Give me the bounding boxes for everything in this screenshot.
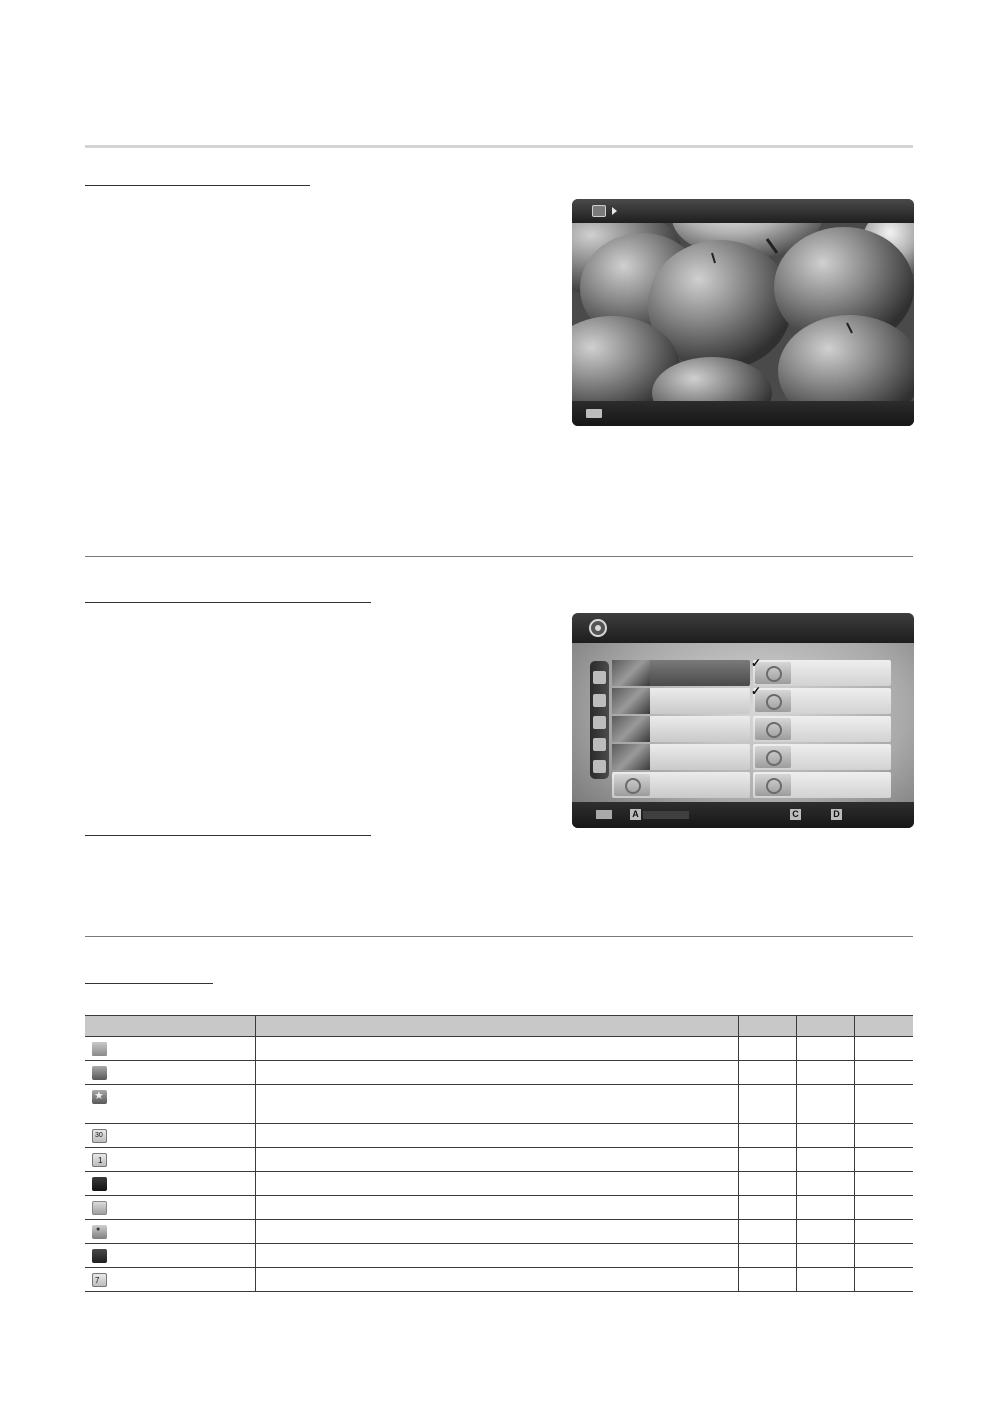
table-header-cell bbox=[796, 1016, 854, 1037]
sort-view-rail[interactable] bbox=[590, 661, 609, 779]
section-heading-underline bbox=[85, 835, 371, 836]
video-list-screenshot bbox=[572, 613, 914, 828]
apples-photo bbox=[572, 223, 914, 401]
key-a-label-area bbox=[643, 811, 689, 819]
video-thumbnail bbox=[612, 688, 650, 714]
list-item[interactable] bbox=[612, 688, 750, 714]
list-item[interactable] bbox=[612, 744, 750, 770]
section-heading-underline bbox=[85, 185, 310, 186]
apples-illustration bbox=[572, 223, 914, 401]
table-header-cell bbox=[255, 1016, 738, 1037]
table-header-cell bbox=[738, 1016, 796, 1037]
key-a-button[interactable]: A bbox=[630, 809, 641, 820]
key-d-button[interactable]: D bbox=[831, 809, 842, 820]
calendar-1-icon bbox=[92, 1153, 107, 1167]
sort-options-table bbox=[85, 1015, 913, 1292]
section-heading-underline bbox=[85, 983, 213, 984]
star-icon bbox=[92, 1090, 107, 1104]
key-c-button[interactable]: C bbox=[790, 809, 801, 820]
film-reel-icon bbox=[755, 774, 791, 796]
section-divider bbox=[85, 936, 913, 937]
video-list-footer bbox=[572, 802, 914, 828]
photo-player-header bbox=[572, 199, 914, 223]
list-item[interactable] bbox=[751, 656, 891, 686]
photo-player-screenshot bbox=[572, 199, 914, 426]
grid-icon[interactable] bbox=[593, 694, 606, 707]
folder-open-icon bbox=[92, 1066, 107, 1080]
list-item[interactable] bbox=[753, 716, 891, 742]
table-row bbox=[85, 1172, 913, 1196]
video-mode-icon bbox=[589, 619, 607, 637]
film-reel-icon bbox=[755, 718, 791, 740]
music-note-icon bbox=[92, 1201, 107, 1215]
star-icon[interactable] bbox=[593, 760, 606, 773]
photo-player-footer bbox=[572, 401, 914, 426]
section-heading-underline bbox=[85, 602, 371, 603]
table-row bbox=[85, 1085, 913, 1124]
video-thumbnail bbox=[612, 716, 650, 742]
section-divider bbox=[85, 556, 913, 557]
table-row bbox=[85, 1244, 913, 1268]
tag-icon bbox=[92, 1225, 107, 1239]
video-list-header bbox=[572, 613, 914, 643]
remote-icon bbox=[586, 409, 602, 418]
list-item[interactable] bbox=[612, 660, 750, 686]
film-reel-icon bbox=[755, 746, 791, 768]
person-icon bbox=[92, 1177, 107, 1191]
table-row bbox=[85, 1196, 913, 1220]
table-row bbox=[85, 1220, 913, 1244]
table-row bbox=[85, 1037, 913, 1061]
table-header-row bbox=[85, 1016, 913, 1037]
table-row bbox=[85, 1268, 913, 1292]
play-icon bbox=[612, 207, 617, 215]
calendar-1-icon[interactable] bbox=[593, 738, 606, 751]
check-icon: ✓ bbox=[751, 656, 762, 670]
video-thumbnail bbox=[612, 660, 650, 686]
device-icon bbox=[92, 1249, 107, 1263]
calendar-7-icon bbox=[92, 1273, 107, 1287]
list-item[interactable] bbox=[751, 684, 891, 714]
list-item[interactable] bbox=[612, 716, 750, 742]
remote-icon bbox=[596, 810, 612, 819]
film-reel-icon bbox=[614, 774, 650, 796]
calendar-30-icon bbox=[92, 1129, 107, 1143]
table-row bbox=[85, 1061, 913, 1085]
calendar-30-icon[interactable] bbox=[593, 716, 606, 729]
video-thumbnail bbox=[612, 744, 650, 770]
list-item[interactable] bbox=[612, 772, 750, 798]
table-header-cell bbox=[854, 1016, 913, 1037]
folder-icon[interactable] bbox=[593, 671, 606, 684]
list-item[interactable] bbox=[753, 744, 891, 770]
list-item[interactable] bbox=[753, 772, 891, 798]
folder-icon bbox=[92, 1042, 107, 1056]
table-row bbox=[85, 1148, 913, 1172]
table-row bbox=[85, 1124, 913, 1148]
photo-mode-icon bbox=[592, 205, 606, 217]
page-top-rule bbox=[85, 145, 913, 148]
check-icon: ✓ bbox=[751, 684, 762, 698]
table-header-cell bbox=[85, 1016, 255, 1037]
